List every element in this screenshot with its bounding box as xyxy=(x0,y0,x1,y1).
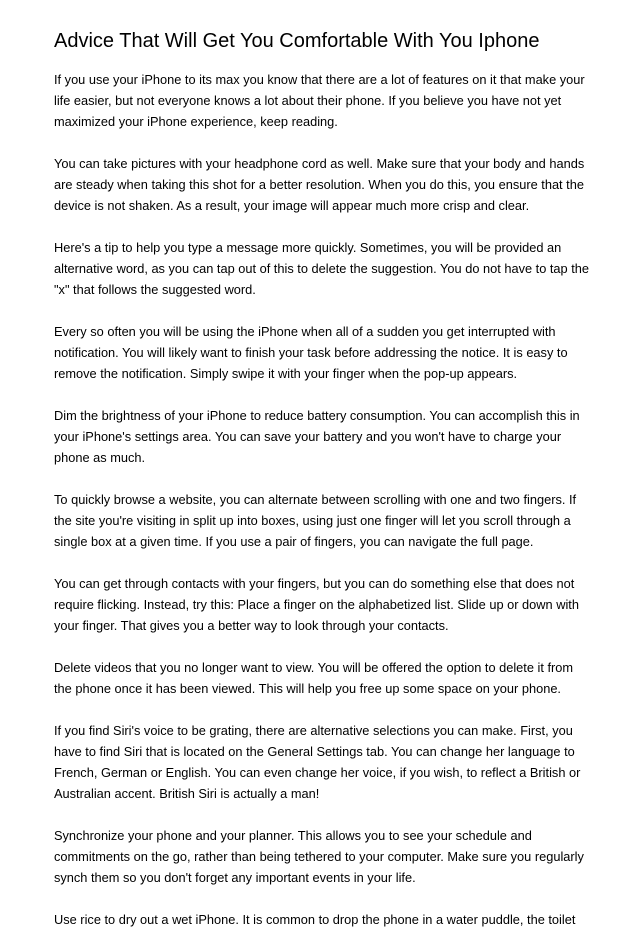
paragraph-7: You can get through contacts with your fingers, but you can do something else that does not require flicking. Instead, try this: Place a finger on the alphabetized list. Slide up or down with your finger. That gives you a better way to look through your contacts. xyxy=(54,576,579,633)
document-title: Advice That Will Get You Comfortable With You Iphone xyxy=(54,30,540,52)
paragraph-5: Dim the brightness of your iPhone to reduce battery consumption. You can accomplish this in your iPhone's settings area. You can save your battery and you won't have to charge your phone as much. xyxy=(54,408,580,465)
document-body xyxy=(54,69,590,951)
paragraph-2: You can take pictures with your headphone cord as well. Make sure that your body and hands are steady when taking this shot for a better resolution. When you do this, you ensure that the device is not shaken. As a result, your image will appear much more crisp and clear. xyxy=(54,156,585,213)
paragraph-9: If you find Siri's voice to be grating, there are alternative selections you can make. First, you have to find Siri that is located on the General Settings tab. You can change her language to French, German or English. You can even change her voice, if you wish, to reflect a British or Australian accent. British Siri is actually a man! xyxy=(54,723,581,801)
paragraph-8: Delete videos that you no longer want to view. You will be offered the option to delete it from the phone once it has been viewed. This will help you free up some space on your phone. xyxy=(54,660,574,696)
paragraph-11: Use rice to dry out a wet iPhone. It is common to drop the phone in a water puddle, the toilet xyxy=(54,912,576,927)
paragraph-1: If you use your iPhone to its max you know that there are a lot of features on it that make your life easier, but not everyone knows a lot about their phone. If you believe you have not yet maximized your iPhone experience, keep reading. xyxy=(54,72,585,129)
paragraph-10: Synchronize your phone and your planner. This allows you to see your schedule and commitments on the go, rather than being tethered to your computer. Make sure you regularly synch them so you don't forget any important events in your life. xyxy=(54,828,584,885)
paragraph-6: To quickly browse a website, you can alternate between scrolling with one and two fingers. If the site you're visiting in split up into boxes, using just one finger will let you scroll through a single box at a given time. If you use a pair of fingers, you can navigate the full page. xyxy=(54,492,577,549)
paragraph-4: Every so often you will be using the iPhone when all of a sudden you get interrupted with notification. You will likely want to finish your task before addressing the notice. It is easy to remove the notification. Simply swipe it with your finger when the pop-up appears. xyxy=(54,324,568,381)
paragraph-3: Here's a tip to help you type a message more quickly. Sometimes, you will be provided an alternative word, as you can tap out of this to delete the suggestion. You do not have to tap the "x" that follows the suggested word. xyxy=(54,240,590,297)
